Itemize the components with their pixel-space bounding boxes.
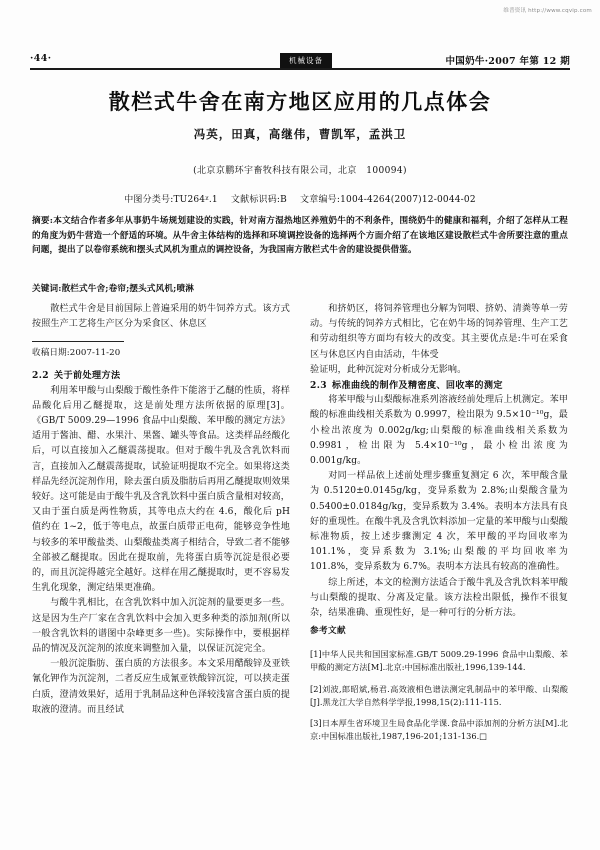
watermark-text: 维普资讯 http://www.cqvip.com [503,8,592,14]
reference-item: [2]刘波,郎昭斌,杨君.高效液相色谱法测定乳制品中的苯甲酸、山梨酸[J].黑龙江大学自然科学学报,1998,15(2):111-115. [310,683,568,707]
section-chip-label: 机械设备 [280,53,332,69]
article-id-value: 1004-4264(2007)12-0044-02 [340,195,476,205]
clc-label: 中图分类号: [124,195,174,205]
right-paragraph-1: 将苯甲酸与山梨酸标准系列溶液经前处理后上机测定。苯甲酸的标准曲线相关系数为 0.9997，检出限为 9.5×10⁻¹⁰g，最小检出浓度为 0.002g/kg;山梨酸的标准曲线相关系数为 0.9981，检出限为 5.4×10⁻¹⁰g，最小检出浓度为 0.001g/kg。 [310,395,568,467]
article-id-label: 文章编号: [300,195,341,205]
journal-issue-label: 中国奶牛·2007 年第 12 期 [445,56,570,67]
right-paragraph-3: 综上所述，本文的检测方法适合于酸牛乳及含乳饮料苯甲酸与山梨酸的提取、分离及定量。该方法检出限低，操作不很复杂，结果准确、重现性好，是一种可行的分析方法。 [310,577,568,619]
abstract-text: 本文结合作者多年从事奶牛场规划建设的实践，针对南方湿热地区养殖奶牛的不利条件，围绕奶牛的健康和福利，介绍了怎样从工程的角度为奶牛营造一个舒适的环境。从牛舍主体结构的选择和环境调控设备的选择两个方面介绍了在该地区建设散栏式牛舍所要注意的重点问题，提出了以卷帘系统和摆头式风机为重点的调控设备，为我国南方散栏式牛舍的建设提供借鉴。 [32,216,568,256]
section-heading-2-2 [32,368,290,383]
right-column [310,302,568,752]
section-2-3-title: 标准曲线的制作及精密度、回收率的测定 [332,380,503,392]
keywords-block [32,283,568,296]
left-intro-paragraph: 散栏式牛舍是目前国际上普遍采用的奶牛饲养方式。该方式按照生产工艺将生产区分为采食区、休息区 [32,304,290,330]
keywords-label: 关键词: [32,284,62,294]
document-code-value: B [280,195,287,205]
received-date-footnote: 收稿日期:2007-11-20 [32,348,121,359]
section-2-2-title: 关于前处理方法 [54,370,121,382]
footnote-separator [32,341,124,342]
section-heading-2-3 [310,378,568,393]
left-paragraph-3: 一般沉淀脂肪、蛋白质的方法很多。本文采用醋酸锌及亚铁氰化钾作为沉淀剂，二者反应生成氰亚铁酸锌沉淀，可以挟走蛋白质，澄清效果好，适用于乳制品这种色泽较浅富含蛋白质的提取液的澄清。而且经试 [32,659,290,715]
section-2-2-number: 2.2 [32,370,50,382]
running-head [30,52,570,72]
header-rule [30,68,570,70]
left-paragraph-2: 与酸牛乳相比，在含乳饮料中加入沉淀剂的量要更多一些。这是因为生产厂家在含乳饮料中会加入更多种类的添加剂(所以一般含乳饮料的谱图中杂峰更多一些)。实际操作中，要根据样品的情况及沉淀剂的浓度来调整加入量，以保证沉淀完全。 [32,598,290,655]
article-title: 散栏式牛舍在南方地区应用的几点体会 [108,89,492,114]
references-heading: 参考文献 [310,626,346,637]
left-paragraph-1: 利用苯甲酸与山梨酸于酸性条件下能溶于乙醚的性质，将样品酸化后用乙醚提取，这是前处理方法所依据的原理[3]。《GB/T 5009.29—1996 食品中山梨酸、苯甲酸的测定方法》适用于酱油、醋、水果汁、果酱、罐头等食品。这类样品经酸化后，可以直接加入乙醚震荡提取。但对于酸牛乳及含乳饮料而言，直接加入乙醚震荡提取，试验证明提取不完全。如果将这类样品先经沉淀剂作用，除去蛋白质及脂肪后再用乙醚提取则效果较好。这可能是由于酸牛乳及含乳饮料中蛋白质含量相对较高，又由于蛋白质是两性物质，其等电点大约在 4.6，酸化后 pH 值约在 1~2，低于等电点，故蛋白质带正电荷，能够竞争性地与较多的苯甲酸盐类、山梨酸盐类离子相结合，导致二者不能够全部被乙醚提取。因此在提取前，先将蛋白质等沉淀是很必要的，而且沉淀得越完全越好。这样在用乙醚提取时，更不容易发生乳化现象，测定结果更准确。 [32,385,290,594]
keywords-text: 散栏式牛舍;卷帘;摆头式风机;喷淋 [61,284,194,294]
abstract-label: 摘要: [32,216,54,226]
page-folio: ·44· [30,53,52,64]
document-code-label: 文献标识码: [230,195,281,205]
right-paragraph-2: 对同一样品依上述前处理步骤重复测定 6 次，苯甲酸含量为 0.5120±0.0145g/kg，变异系数为 2.8%;山梨酸含量为 0.5400±0.0184g/kg，变异系数为 3.4%。表明本方法具有良好的重现性。在酸牛乳及含乳饮料添加一定量的苯甲酸与山梨酸标准物质，按上述步骤测定 4 次，苯甲酸的平均回收率为 101.1%，变异系数为 3.1%;山梨酸的平均回收率为 101.8%，变异系数为 6.7%。表明本方法具有较高的准确性。 [310,471,568,573]
abstract-block [32,214,568,258]
right-intro-paragraph: 和挤奶区，将饲养管理也分解为饲喂、挤奶、清粪等单一劳动。与传统的饲养方式相比，它在奶牛场的饲养管理、生产工艺和劳动组织等方面均有较大的改变。其主要优点是:牛可在采食区与休息区内自由活动，牛体受 [310,304,568,360]
reference-item: [1]中华人民共和国国家标准.GB/T 5009.29-1996 食品中山梨酸、苯甲酸的测定方法[M].北京:中国标准出版社,1996,139-144. [310,649,568,673]
clc-value: TU264ᵡ.1 [173,195,218,205]
left-column [32,302,290,718]
article-authors: 冯英，田真，高继伟，曹凯军，孟洪卫 [193,127,407,141]
reference-item: [3]日本厚生省环境卫生局食品化学课.食品中添加剂的分析方法[M].北京:中国标准出版社,1987,196-201;131-136.□ [310,718,568,742]
author-affiliation: (北京京鹏环宇畜牧科技有限公司，北京 100094) [193,166,407,176]
classification-line [40,192,560,205]
section-2-3-number: 2.3 [310,380,328,392]
right-continuation-line: 验证明，此种沉淀对分析成分无影响。 [310,364,467,375]
